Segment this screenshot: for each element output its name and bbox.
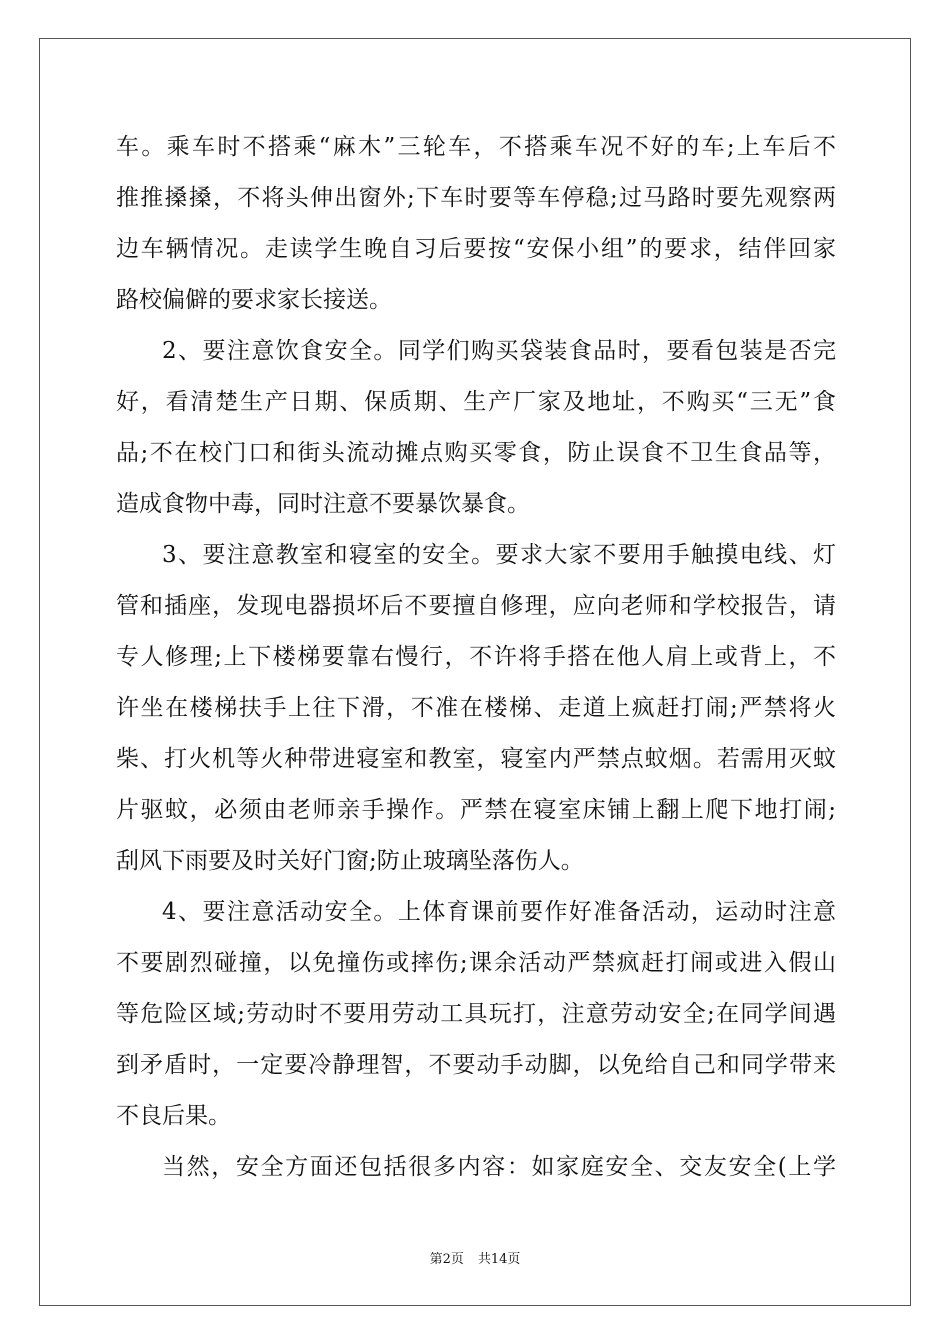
text-line: 管和插座，发现电器损坏后不要擅自修理，应向老师和学校报告，请 <box>116 593 836 619</box>
text-line: 刮风下雨要及时关好门窗;防止玻璃坠落伤人。 <box>116 848 584 874</box>
text-line: 边车辆情况。走读学生晚自习后要按“安保小组”的要求，结伴回家 <box>116 236 836 262</box>
text-line: 专人修理;上下楼梯要靠右慢行，不许将手搭在他人肩上或背上，不 <box>116 644 836 670</box>
paragraph-start-line: 3、要注意教室和寝室的安全。要求大家不要用手触摸电线、灯 <box>162 542 836 568</box>
text-line: 等危险区域;劳动时不要用劳动工具玩打，注意劳动安全;在同学间遇 <box>116 1001 836 1027</box>
text-line: 路校偏僻的要求家长接送。 <box>116 287 392 313</box>
text-line: 车。乘车时不搭乘“麻木”三轮车，不搭乘车况不好的车;上车后不 <box>116 134 836 160</box>
text-line: 到矛盾时，一定要冷静理智，不要动手动脚，以免给自己和同学带来 <box>116 1052 836 1078</box>
paragraph-start-line: 当然，安全方面还包括很多内容：如家庭安全、交友安全(上学 <box>162 1154 836 1180</box>
page-total: 共14页 <box>477 1252 521 1267</box>
text-line: 许坐在楼梯扶手上往下滑，不准在楼梯、走道上疯赶打闹;严禁将火 <box>116 695 836 721</box>
text-line: 推推搡搡，不将头伸出窗外;下车时要等车停稳;过马路时要先观察两 <box>116 185 836 211</box>
paragraph-start-line: 2、要注意饮食安全。同学们购买袋装食品时，要看包装是否完 <box>162 338 836 364</box>
page-number: 第2页 <box>429 1252 464 1267</box>
text-line: 好，看清楚生产日期、保质期、生产厂家及地址，不购买“三无”食 <box>116 389 836 415</box>
text-line: 柴、打火机等火种带进寝室和教室，寝室内严禁点蚊烟。若需用灭蚊 <box>116 746 836 772</box>
page-footer <box>0 1248 950 1267</box>
text-line: 造成食物中毒，同时注意不要暴饮暴食。 <box>116 491 530 517</box>
text-line: 品;不在校门口和街头流动摊点购买零食，防止误食不卫生食品等， <box>116 440 836 466</box>
paragraph-start-line: 4、要注意活动安全。上体育课前要作好准备活动，运动时注意 <box>162 899 836 925</box>
text-line: 片驱蚊，必须由老师亲手操作。严禁在寝室床铺上翻上爬下地打闹; <box>116 797 836 823</box>
text-line: 不良后果。 <box>116 1103 231 1129</box>
text-line: 不要剧烈碰撞，以免撞伤或摔伤;课余活动严禁疯赶打闹或进入假山 <box>116 950 836 976</box>
